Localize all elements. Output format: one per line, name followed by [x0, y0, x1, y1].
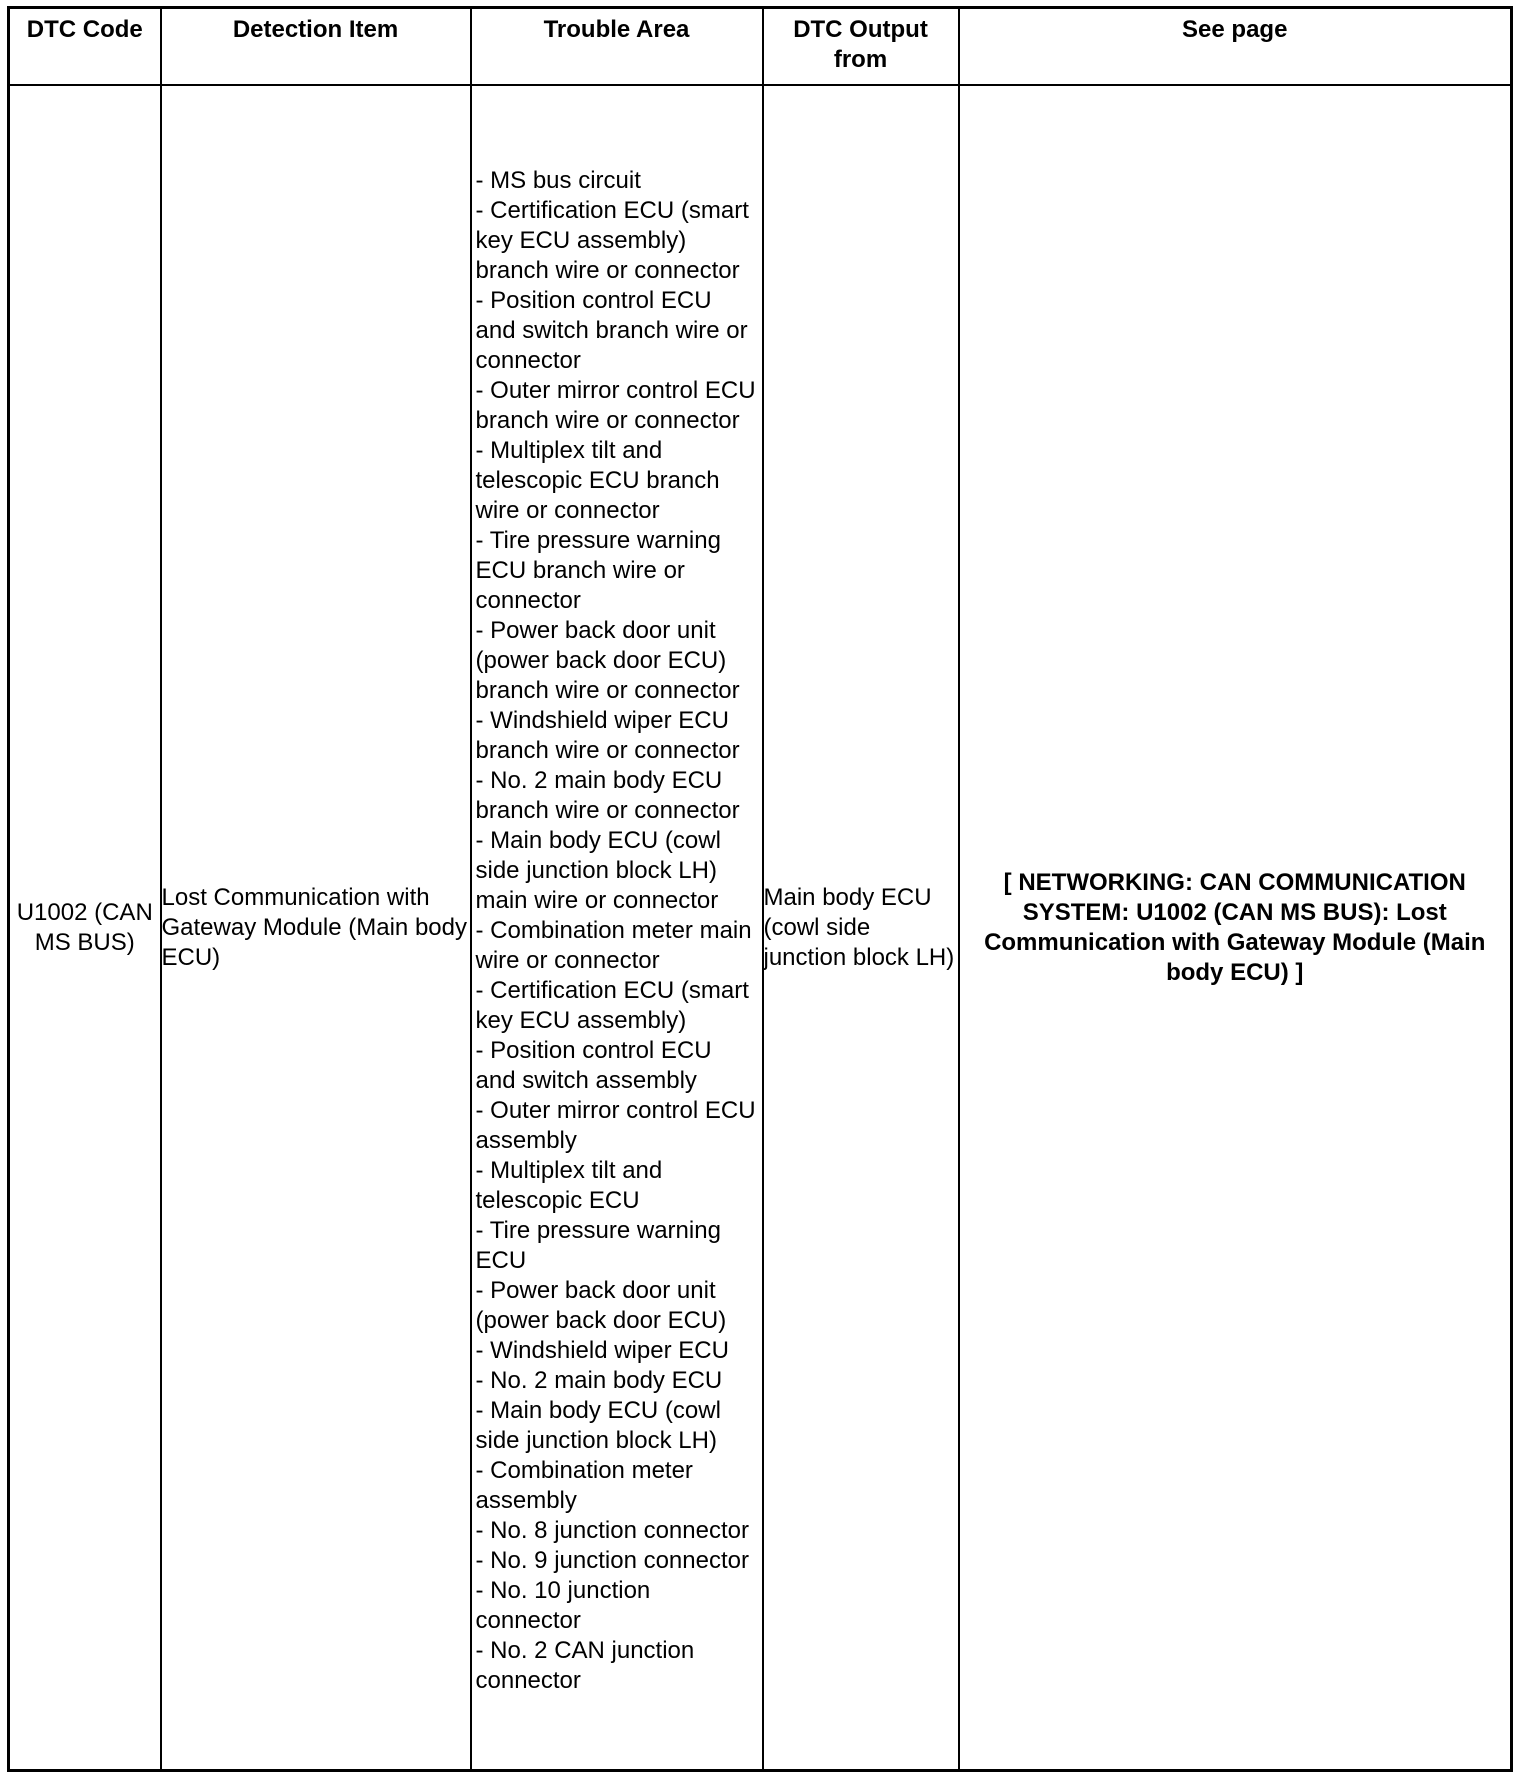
header-dtc-code: DTC Code — [9, 8, 161, 86]
trouble-area-item: - Tire pressure warning ECU branch wire or connector — [475, 526, 721, 614]
trouble-area-list — [476, 166, 758, 1696]
header-trouble-area: Trouble Area — [471, 8, 763, 86]
trouble-area-item: - Windshield wiper ECU — [475, 1336, 729, 1364]
trouble-area-item: - Power back door unit (power back door ECU) branch wire or connector — [475, 616, 740, 704]
header-see-page: See page — [959, 8, 1512, 86]
dtc-output-cell: Main body ECU (cowl side junction block LH) — [763, 85, 959, 1771]
dtc-table — [7, 6, 1513, 1772]
dtc-code-cell: U1002 (CAN MS BUS) — [9, 85, 161, 1771]
trouble-area-item: - Position control ECU and switch assembly — [475, 1036, 712, 1094]
table-row — [9, 85, 1512, 1771]
trouble-area-item: - No. 2 main body ECU branch wire or connector — [475, 766, 740, 824]
trouble-area-item: - Combination meter assembly — [475, 1456, 693, 1514]
see-page-link[interactable]: [ NETWORKING: CAN COMMUNICATION SYSTEM: U1002 (CAN MS BUS): Lost Communication with Gateway Module (Main body ECU) ] — [959, 85, 1512, 1771]
trouble-area-item: - No. 2 CAN junction connector — [475, 1636, 695, 1694]
trouble-area-item: - Certification ECU (smart key ECU assembly) branch wire or connector — [475, 196, 749, 284]
trouble-area-item: - Combination meter main wire or connector — [475, 916, 752, 974]
trouble-area-cell — [471, 85, 763, 1771]
trouble-area-item: - Certification ECU (smart key ECU assembly) — [475, 976, 749, 1034]
trouble-area-item: - MS bus circuit — [475, 166, 641, 194]
header-row — [9, 8, 1512, 86]
trouble-area-item: - Position control ECU and switch branch wire or connector — [475, 286, 748, 374]
trouble-area-item: - No. 10 junction connector — [475, 1576, 651, 1634]
header-dtc-output: DTC Output from — [763, 8, 959, 86]
trouble-area-item: - Main body ECU (cowl side junction block LH) — [475, 1396, 721, 1454]
trouble-area-item: - Outer mirror control ECU branch wire or connector — [475, 376, 756, 434]
trouble-area-item: - Windshield wiper ECU branch wire or connector — [475, 706, 740, 764]
trouble-area-item: - No. 2 main body ECU — [475, 1366, 723, 1394]
trouble-area-item: - No. 9 junction connector — [475, 1546, 749, 1574]
trouble-area-item: - Multiplex tilt and telescopic ECU branch wire or connector — [475, 436, 720, 524]
trouble-area-item: - Power back door unit (power back door ECU) — [475, 1276, 727, 1334]
trouble-area-item: - Tire pressure warning ECU — [475, 1216, 721, 1274]
trouble-area-item: - No. 8 junction connector — [475, 1516, 749, 1544]
trouble-area-item: - Main body ECU (cowl side junction block LH) main wire or connector — [475, 826, 721, 914]
trouble-area-item: - Outer mirror control ECU assembly — [475, 1096, 756, 1154]
trouble-area-item: - Multiplex tilt and telescopic ECU — [475, 1156, 663, 1214]
detection-item-cell: Lost Communication with Gateway Module (Main body ECU) — [161, 85, 471, 1771]
header-detection-item: Detection Item — [161, 8, 471, 86]
